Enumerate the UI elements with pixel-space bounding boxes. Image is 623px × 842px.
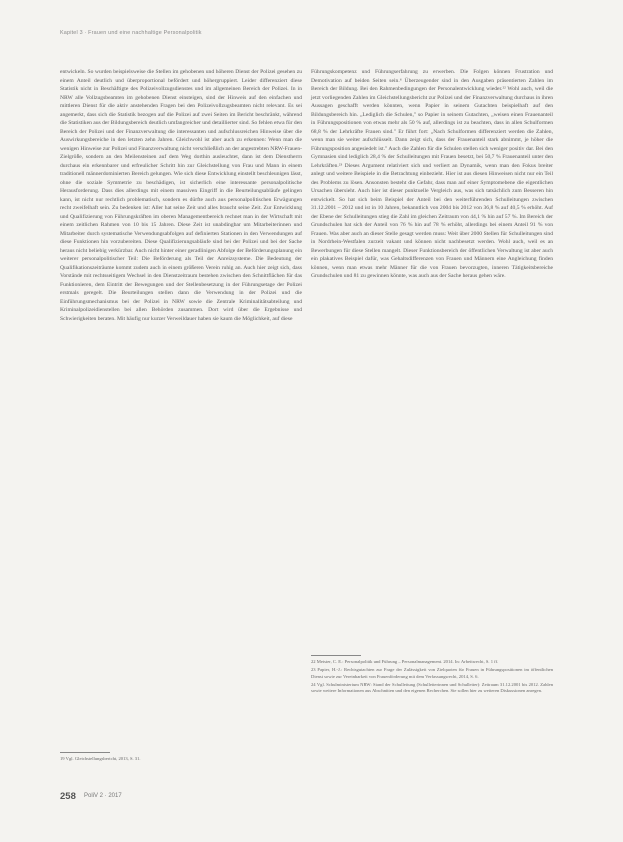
footnote-rule-right bbox=[311, 655, 361, 656]
right-paragraph: Führungskompetenz und Führungserfahrung zu erwerben. Die Folgen können Frustration und Demotivation auf beiden Seiten sein.⁶ Überzeugender sind in den Ausgaben präsentierten Zahlen im Bereich der Bildung. Bei den Rahmenbedingungen der Personalentwicklung wieder.²² Wohl auch, weil die jetzt vorliegenden Zahlen im Gleichstellungsbericht zur Polizei und der Finanzverwaltung durchaus in ihren Aussagen geschafft werden könnten, wenn Papier in seinem Gutachten beispielhaft auf den Bildungsbereich hin. „Lediglich die Schulen," so Papier in seinem Gutachten, „weisen einen Frauenanteil in Führungspositionen von etwas mehr als 50 % auf, allerdings ist zu beachten, dass in allen Schulformen 68,8 % der Lehrkräfte Frauen sind." Er führt fort: „Nach Schulformen differenziert werden die Zahlen, wenn man sie weiter aufschlüsselt. Dann zeigt sich, dass der Frauenanteil stark abnimmt, je höher die Führungsposition angesiedelt ist." Auch die Zahlen für die Schulen stellen sich weniger positiv dar. Bei den Gymnasien sind lediglich 28,4 % der Schulleitungen mit Frauen besetzt, bei 50,7 % Frauenanteil unter den Lehrkräften.²³ Dieses Argument relativiert sich und verliert an Dynamik, wenn man den Fokus breiter anlegt und weitere Beispiele in die Betrachtung einbezieht. Hier ist aus diesen Hinweisen nicht nur ein Teil des Problems zu lösen. Ansonsten besteht die Gefahr, dass man auf einer Symptomebene die eigentlichen Ursachen übersieht. Auch hier ist dieser punktuelle Vergleich aus, was sich tatsächlich zum Besseren hin entwickelt. So hat sich beim Beispiel der Anteil bei den weiterführenden Schulleitungen zwischen 31.12.2001 – 2012 und ist in 10 Jahren, bekanntlich von 2004 bis 2012 von 36,8 % auf 40,5 % erhöht. Auf der Ebene der Schulleitungen stieg die Zahl im gleichen Zeitraum von 44,1 % hin auf 57 %. Im Bereich der Grundschulen hat sich der Anteil von 76 % hin auf 78 % erhöht, allerdings bei einem Anteil 91 % von Frauen. Was aber auch an dieser Stelle gesagt werden muss: Weit über 2000 Stellen für Schulleitungen sind in Nordrhein-Westfalen zurzeit vakant und können nicht nachbesetzt werden. Wohl auch, weil es an Bewerbungen für diese Stellen mangelt. Dieser Funktionsbereich der öffentlichen Verwaltung ist aber auch ein plakatives Beispiel dafür, was Gehaltsdifferenzen von Frauen und Männern eine Angleichung finden können, wenn man etwas mehr Männer für die von Frauen bevorzugten, inneren Tätigkeitsbereiche Grundschulen und 81 zu gewinnen könnte, was auch aus der Sache heraus gehen wäre. bbox=[311, 69, 554, 279]
footnote-rule-left bbox=[60, 752, 110, 753]
right-text-column bbox=[311, 68, 553, 281]
footnote: 24 Vgl. Schulministerium NRW: Stand der Schulleitung (Schulleiterinnen und Schulleiter): Zeitraum 31.12.2001 bis 2012. Zahlen sowie weitere Informationen aus Abschnitten und den eigenen Recherchen. Sie sollen hier zu weiteren Diskussionen anregen. bbox=[311, 681, 553, 694]
issue-label: PoliV 2 · 2017 bbox=[84, 793, 122, 799]
footnote: 23 Papier, H.-J.: Rechtsgutachten zur Frage der Zulässigkeit von Zielquoten für Frauen in Führungspositionen im öffentlichen Dienst sowie zur Vereinbarkeit von Frauenförderung mit dem Verfassungsrecht, 2014, S. 6. bbox=[311, 667, 553, 679]
running-header: Kapitel 3 · Frauen und eine nachhaltige Personalpolitik bbox=[60, 30, 202, 36]
left-paragraph: entwickeln. So wurden beispielsweise die Stellen im gehobenen und höheren Dienst der Polizei gesehen zu einem Anteil deutlich und überproportional befördert und höhergruppiert. Leider differenziert diese Statistik nicht in Beschäftigte des Polizeivollzugsdienstes und im allgemeinen Bereich der Polizei. In in NRW alle Vollzugsbeamten im gehobenen Dienst einsteigen, sind der Hinweis auf den einfachen und mittleren Dienst für die aktiv anstehenden Fragen bei den Polizeivollzugsbeamten nicht relevant. Es sei angemerkt, dass sich die Statistik bezogen auf die Polizei auf zwei Seiten im Bericht beschränkt, während die Statistiken aus der Bildungsbereich deutlich umfangreicher und detaillierter sind. So fehlen etwa für den Bereich der Polizei und der Finanzverwaltung die interessanten und aufschlussreichen Hinweise über die Auswirkungsbereiche in den letzten zehn Jahren. Gleichwohl ist aber auch zu erkennen: Wenn man die wenigen Hinweise zur Polizei und Finanzverwaltung nicht verschließlich an der angestrebten NRW-Frauen-Zielgröße, sondern an den Meilensteinen auf dem Weg dorthin ausleuchtet, dann ist dem Dienstherrn durchaus ein erkennbarer und erfreulicher Schritt hin zur Gleichstellung von Frau und Mann in einem traditionell männerdominierten Bereich gelungen. Wie sich diese Entwicklung einstellt beschleunigen lässt, ohne die soziale Symmetrie zu beschädigen, ist sicherlich eine interessante personalpolitische Herausforderung. Dass dies allerdings mit einem massiven Eingriff in die Beurteilungsabläufe gelingen kann, ist nicht nur rechtlich problematisch, sondern es dürfte auch aus personalpolitischen Erwägungen recht zweifelhaft sein. Zu bedenken ist: Aller hat seine Zeit und alles braucht seine Zeit. Zur Entwicklung und Qualifizierung von Führungskräften im oberen Managementbereich rechnet man in der Wirtschaft mit einem zeitlichen Rahmen von 10 bis 15 Jahren. Diese Zeit ist unabdingbar um Mitarbeiterinnen und Mitarbeiter durch systematische Verwendungsabfolgen auf definierten Stationen in den Verwendungen auf diese Funktionen hin vorzubereiten. Diese Qualifizierungsabläufe sind bei der Polizei und bei der Sache heraus nicht beliebig verkürzbar. Auch nicht hinter einer geradlinigen Abfolge der Beförderungsplanung ein weiterer personalpolitischer Teil: Die Beförderung als Teil der Anreizsysteme. Die Bedeutung der Qualifikationszeiträume kommt zudem auch in einem größeren Verein ruhig an. Auch hier zeigt sich, dass Vorstände mit rechtsseitigem Wechsel in den Dienstzeitraum bestehen zwischen den Schnittflächen für das Funktionieren, dem Eintritt der Bewegungen und der Stellenbesetzung in der Führungsetage der Polizei erstmals geregelt. Die Beurteilungen stellen dann die Verwendung in der Polizei und die Einführungsmechanismus bei der Polizei in NRW sowie die Zentrale Kriminalitätsabteilung und Kriminalpolizeidienstellen bei allen Behörden zusammen. Dort wird über die Ergebnisse und Schwierigkeiten beraten. Mit häufig nur kurzer Verweildauer haben sie kaum die Möglichkeit, auf diese bbox=[60, 69, 302, 322]
footnote: 19 Vgl. Gleichstellungsbericht, 2013, S. 31. bbox=[60, 756, 141, 761]
footnote: 22 Meister, C. E.: Personalpolitik und Führung – Personalmanagement. 2014. In: Arbeitsrecht, S. 1 ff. bbox=[311, 659, 499, 664]
page-number: 258 bbox=[60, 791, 76, 802]
footnotes-left bbox=[60, 756, 290, 764]
left-text-column bbox=[60, 68, 302, 323]
footnotes-right bbox=[311, 659, 553, 696]
